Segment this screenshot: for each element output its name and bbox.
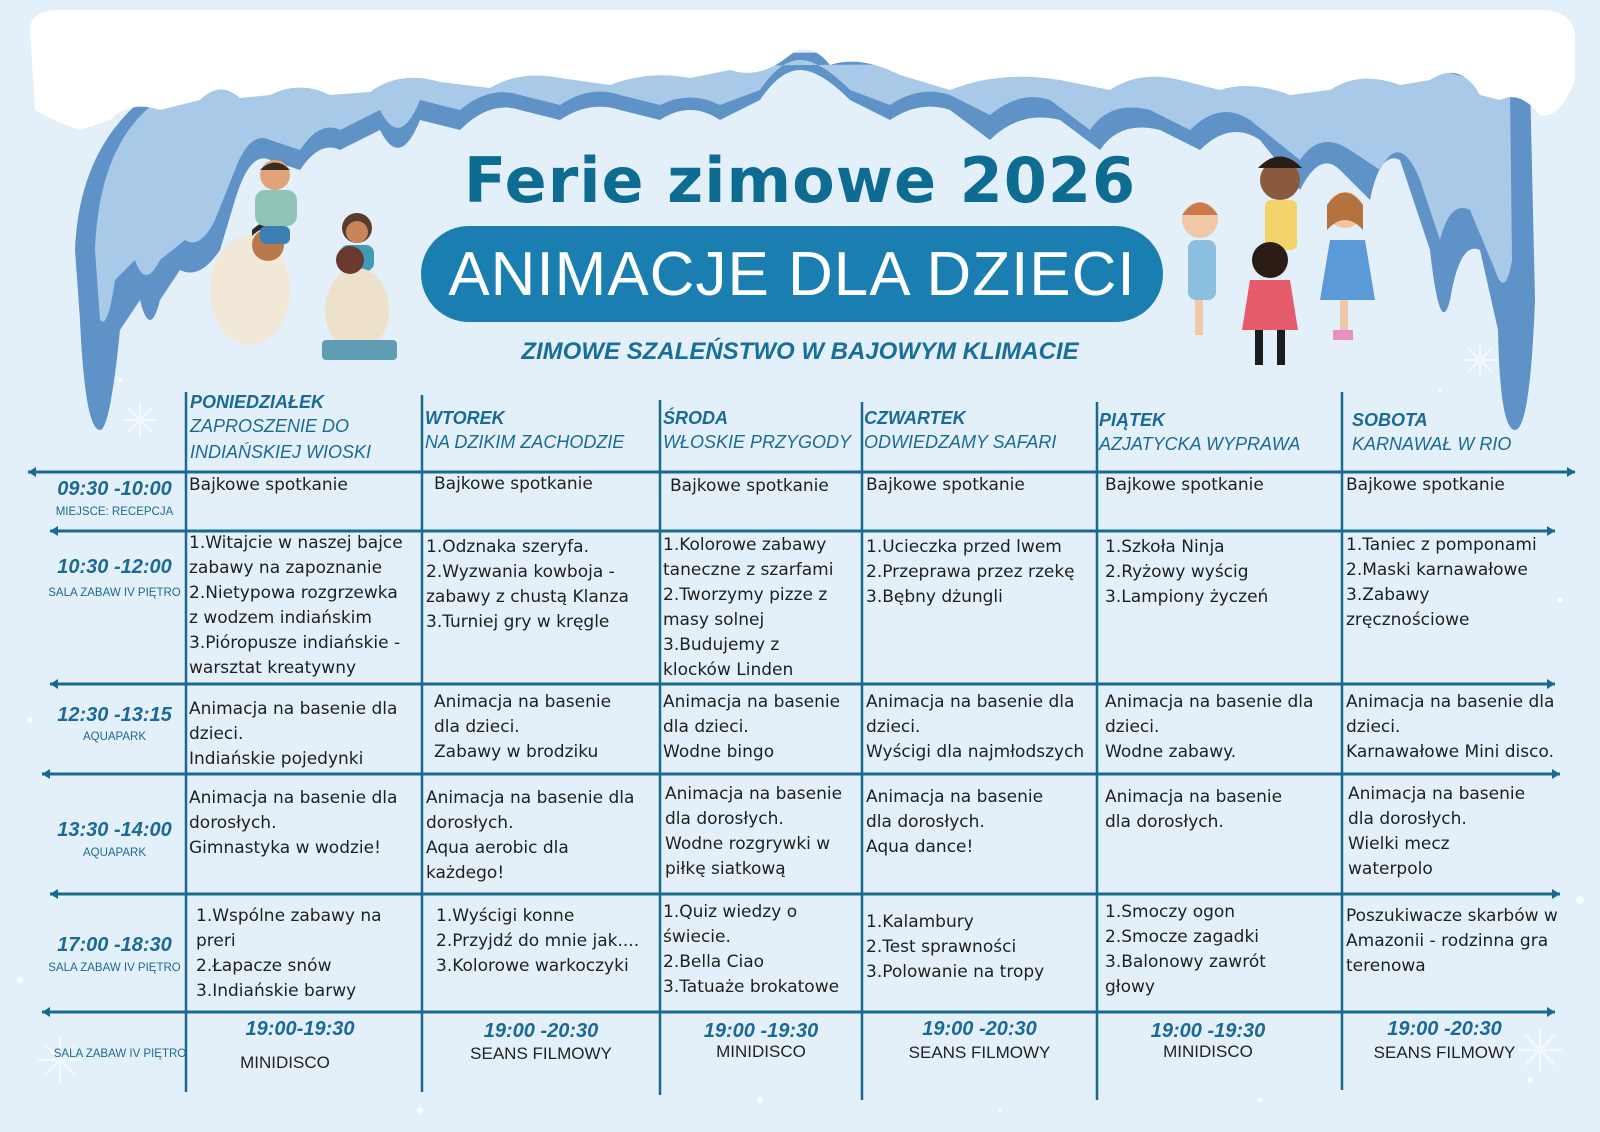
activity-cell: 1.Wspólne zabawy na preri 2.Łapacze snów 3.Indiańskie barwy (196, 906, 382, 1001)
slot-place: AQUAPARK (82, 731, 147, 743)
activity-cell: Bajkowe spotkanie (189, 475, 348, 495)
subtitle: ZIMOWE SZALEŃSTWO W BAJOWYM KLIMACIE (521, 338, 1079, 365)
activity-cell: Animacja na basenie dla dorosłych. Aqua dance! (866, 787, 1044, 857)
day-header-tuesday (425, 408, 660, 455)
activity-cell: Poszukiwacze skarbów w Amazonii - rodzinna gra terenowa (1346, 906, 1558, 976)
activity-cell: Animacja na basenie dla dorosłych. Wielki mecz waterpolo (1348, 784, 1526, 879)
day-header-saturday (1352, 410, 1572, 457)
day-name: CZWARTEK (864, 408, 966, 428)
banner-text: ANIMACJE DLA DZIECI (448, 239, 1136, 309)
day-name: PIĄTEK (1099, 410, 1166, 430)
slot-time: 10:30 -12:00 (57, 556, 172, 578)
activity-cell: 1.Quiz wiedzy o świecie. 2.Bella Ciao 3.Tatuaże brokatowe (663, 902, 840, 997)
day-theme: WŁOSKIE PRZYGODY (663, 432, 852, 452)
evening-time: 19:00 -20:30 (922, 1018, 1037, 1040)
day-header-monday (190, 392, 420, 465)
slot-place: SALA ZABAW IV PIĘTRO (48, 962, 181, 974)
evening-label: SEANS FILMOWY (1373, 1043, 1516, 1062)
day-name: PONIEDZIAŁEK (190, 392, 325, 412)
page-title: Ferie zimowe 2026 (463, 144, 1137, 217)
day-header-friday (1099, 410, 1344, 457)
day-name: SOBOTA (1352, 410, 1428, 430)
activity-cell: Bajkowe spotkanie (1346, 475, 1505, 495)
day-header-wednesday (663, 408, 863, 455)
day-theme: ODWIEDZAMY SAFARI (864, 432, 1057, 452)
day-name: ŚRODA (663, 408, 729, 428)
activity-cell: Animacja na basenie dla dorosłych. Gimnastyka w wodzie! (189, 788, 398, 858)
activity-cell: Bajkowe spotkanie (866, 475, 1025, 495)
activity-cell: Bajkowe spotkanie (434, 474, 593, 494)
activity-cell: Bajkowe spotkanie (1105, 475, 1264, 495)
activity-cell: 1.Witajcie w naszej bajce zabawy na zapoznanie 2.Nietypowa rozgrzewka z wodzem indiańskim 3.Pióropusze indiańskie - warsztat kreatywny (189, 533, 403, 678)
day-theme: KARNAWAŁ W RIO (1352, 434, 1512, 454)
evening-label: MINIDISCO (240, 1053, 330, 1072)
activity-cell: Bajkowe spotkanie (670, 476, 829, 496)
evening-time: 19:00-19:30 (245, 1018, 355, 1040)
activity-cell: Animacja na basenie dla dzieci. Indiańskie pojedynki (189, 699, 398, 769)
slot-time: 13:30 -14:00 (57, 819, 172, 841)
activity-cell: Animacja na basenie dla dorosłych. (1105, 787, 1283, 832)
evening-time: 19:00 -19:30 (703, 1020, 819, 1042)
slot-time: 12:30 -13:15 (57, 704, 172, 726)
activity-cell: 1.Szkoła Ninja 2.Ryżowy wyścig 3.Lampiony życzeń (1105, 537, 1269, 607)
activity-cell: 1.Smoczy ogon 2.Smocze zagadki 3.Balonowy zawrót głowy (1105, 902, 1266, 997)
day-header-thursday (864, 408, 1099, 455)
slot-place: SALA ZABAW IV PIĘTRO (48, 587, 181, 599)
activity-cell: 1.Odznaka szeryfa. 2.Wyzwania kowboja - zabawy z chustą Klanza 3.Turniej gry w kręgle (426, 537, 629, 632)
evening-time: 19:00 -19:30 (1150, 1020, 1266, 1042)
evening-label: SEANS FILMOWY (470, 1044, 612, 1063)
day-name: WTOREK (425, 408, 505, 428)
activity-cell: 1.Wyścigi konne 2.Przyjdź do mnie jak.... 3.Kolorowe warkoczyki (436, 906, 640, 976)
evening-label: MINIDISCO (716, 1042, 806, 1061)
activity-cell: 1.Kolorowe zabawy taneczne z szarfami 2.Tworzymy pizze z masy solnej 3.Budujemy z klocków Linden (663, 535, 834, 680)
evening-label: SEANS FILMOWY (908, 1043, 1051, 1062)
evening-label: MINIDISCO (1163, 1042, 1253, 1061)
activity-cell: 1.Taniec z pomponami 2.Maski karnawałowe 3.Zabawy zręcznościowe (1346, 535, 1537, 630)
evening-time: 19:00 -20:30 (1387, 1018, 1502, 1040)
day-theme: NA DZIKIM ZACHODZIE (425, 432, 625, 452)
day-theme: AZJATYCKA WYPRAWA (1099, 434, 1301, 454)
day-theme: ZAPROSZENIE DO INDIAŃSKIEJ WIOSKI (190, 416, 372, 462)
evening-time: 19:00 -20:30 (483, 1020, 599, 1042)
slot-time: 09:30 -10:00 (57, 478, 172, 500)
activity-cell: Animacja na basenie dla dzieci. Karnawałowe Mini disco. (1346, 692, 1555, 762)
activity-cell: Animacja na basenie dla dzieci. Wodne bingo (663, 692, 841, 762)
evening-place: SALA ZABAW IV PIĘTRO (53, 1048, 187, 1060)
slot-place: AQUAPARK (82, 847, 147, 859)
activity-cell: Animacja na basenie dla dorosłych. Wodne rozgrywki w piłkę siatkową (665, 784, 843, 879)
activity-cell: Animacja na basenie dla dzieci. Wodne zabawy. (1105, 692, 1314, 762)
activity-cell: Animacja na basenie dla dorosłych. Aqua aerobic dla każdego! (426, 788, 635, 883)
activity-cell: 1.Kalambury 2.Test sprawności 3.Polowanie na tropy (866, 912, 1045, 982)
activity-cell: Animacja na basenie dla dzieci. Zabawy w brodziku (434, 692, 612, 762)
slot-place: MIEJSCE: RECEPCJA (55, 506, 174, 518)
slot-time: 17:00 -18:30 (57, 934, 172, 956)
activity-cell: 1.Ucieczka przed lwem 2.Przeprawa przez rzekę 3.Bębny dżungli (866, 537, 1075, 607)
activity-cell: Animacja na basenie dla dzieci. Wyścigi dla najmłodszych (866, 692, 1085, 762)
